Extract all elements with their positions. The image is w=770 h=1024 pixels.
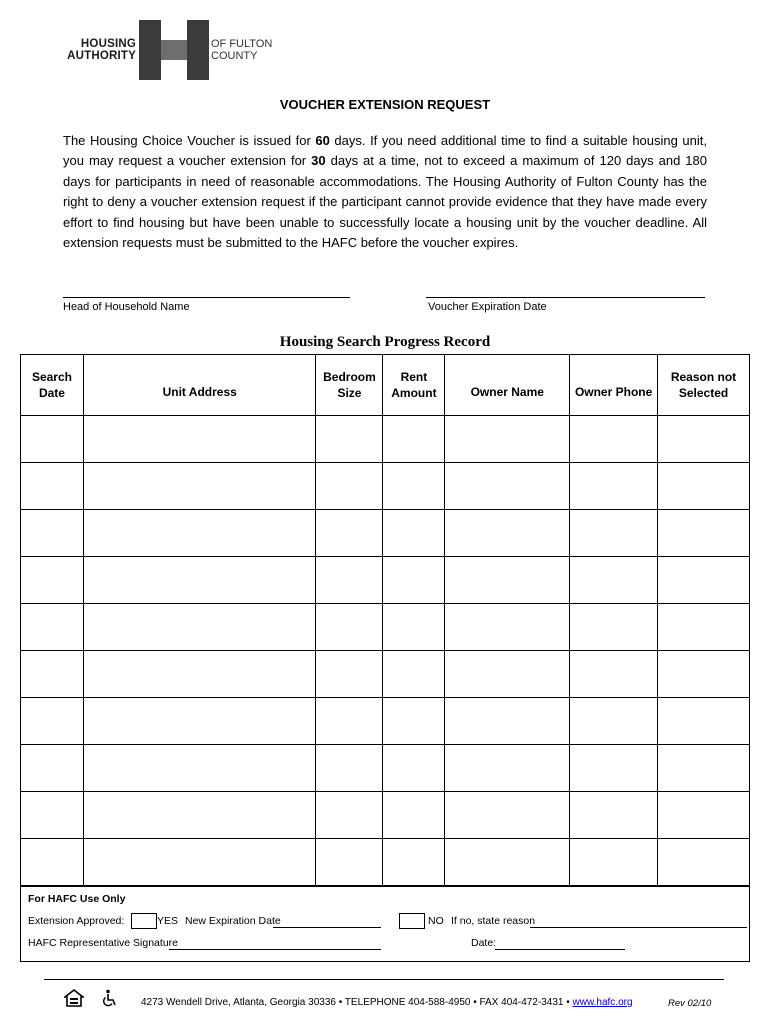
cell-rent-amount[interactable] [383,745,445,792]
cell-bedroom-size[interactable] [316,604,383,651]
cell-unit-address[interactable] [83,604,316,651]
logo-county: COUNTY [211,49,258,62]
cell-bedroom-size[interactable] [316,557,383,604]
website-link[interactable]: www.hafc.org [572,997,633,1008]
yes-checkbox[interactable] [131,913,157,929]
cell-owner-name[interactable] [445,745,570,792]
cell-search-date[interactable] [21,792,84,839]
date-label: Date: [471,937,497,949]
table-row [21,463,750,510]
cell-owner-name[interactable] [445,416,570,463]
cell-unit-address[interactable] [83,463,316,510]
extension-approved-label: Extension Approved: [28,915,125,927]
cell-unit-address[interactable] [83,651,316,698]
cell-bedroom-size[interactable] [316,651,383,698]
cell-search-date[interactable] [21,416,84,463]
cell-bedroom-size[interactable] [316,416,383,463]
new-expiration-label: New Expiration Date [185,915,281,927]
cell-owner-name[interactable] [445,698,570,745]
cell-bedroom-size[interactable] [316,698,383,745]
cell-unit-address[interactable] [83,557,316,604]
cell-owner-phone[interactable] [570,510,658,557]
hafc-use-only-box [20,886,750,962]
reason-field[interactable] [530,927,747,928]
cell-owner-phone[interactable] [570,839,658,886]
cell-search-date[interactable] [21,510,84,557]
cell-search-date[interactable] [21,604,84,651]
cell-bedroom-size[interactable] [316,792,383,839]
head-of-household-label: Head of Household Name [63,301,190,313]
cell-rent-amount[interactable] [383,839,445,886]
cell-unit-address[interactable] [83,510,316,557]
yes-label: YES [157,915,179,927]
table-row [21,557,750,604]
intro-text-3: days at a time, not to exceed a maximum of 120 days and 180 days for participants in need of reasonable accommodations. The Housing Authority of Fulton County has the right to deny a voucher extension request if the participant cannot provide evidence that they have made every effort to find housing but have been unable to successfully locate a housing unit by the voucher deadline. All extension requests must be submitted to the HAFC before the voucher expires. [63,153,707,251]
cell-rent-amount[interactable] [383,463,445,510]
no-checkbox[interactable] [399,913,425,929]
footer-address [141,997,633,1008]
cell-owner-name[interactable] [445,839,570,886]
signature-label: HAFC Representative Signature [28,937,178,949]
cell-search-date[interactable] [21,698,84,745]
cell-rent-amount[interactable] [383,698,445,745]
footer-divider [44,979,724,980]
date-field[interactable] [495,949,625,950]
logo-of-fulton: OF FULTON [211,38,273,50]
intro-days-60: 60 [315,133,330,148]
hafc-heading: For HAFC Use Only [28,893,126,905]
cell-reason[interactable] [658,604,750,651]
cell-bedroom-size[interactable] [316,510,383,557]
cell-rent-amount[interactable] [383,792,445,839]
cell-owner-phone[interactable] [570,651,658,698]
head-of-household-field[interactable] [63,297,350,298]
record-title: Housing Search Progress Record [279,334,491,350]
col-search-date: Search Date [21,355,84,416]
cell-reason[interactable] [658,510,750,557]
col-owner-phone: Owner Phone [570,355,658,416]
intro-text-2: days. If you need additional time to find a suitable housing unit, you may request a voucher extension for [63,133,708,169]
cell-reason[interactable] [658,792,750,839]
cell-unit-address[interactable] [83,698,316,745]
cell-owner-phone[interactable] [570,416,658,463]
cell-reason[interactable] [658,463,750,510]
intro-paragraph [63,131,707,253]
cell-search-date[interactable] [21,557,84,604]
revision-label: Rev 02/10 [668,998,712,1009]
cell-owner-phone[interactable] [570,698,658,745]
logo-h-mark-icon [139,20,209,80]
cell-search-date[interactable] [21,463,84,510]
cell-unit-address[interactable] [83,839,316,886]
accessibility-icon [100,989,120,1007]
cell-search-date[interactable] [21,745,84,792]
cell-owner-phone[interactable] [570,792,658,839]
footer-contact: 4273 Wendell Drive, Atlanta, Georgia 30336 • TELEPHONE 404-588-4950 • FAX 404-472-3431 • [141,997,573,1008]
cell-rent-amount[interactable] [383,510,445,557]
page-title: VOUCHER EXTENSION REQUEST [279,97,491,112]
intro-days-30: 30 [311,153,326,169]
new-expiration-field[interactable] [273,927,381,928]
cell-unit-address[interactable] [83,792,316,839]
cell-reason[interactable] [658,745,750,792]
intro-text-1: The Housing Choice Voucher is issued for [63,133,316,148]
cell-reason[interactable] [658,416,750,463]
table-row [21,698,750,745]
table-row [21,510,750,557]
cell-owner-name[interactable] [445,510,570,557]
expiration-date-label: Voucher Expiration Date [428,301,547,313]
table-body [21,416,750,886]
table-header-row [21,355,750,416]
cell-owner-name[interactable] [445,463,570,510]
logo-authority: AUTHORITY [67,50,136,62]
no-label: NO [428,915,444,927]
table-row [21,604,750,651]
cell-owner-name[interactable] [445,557,570,604]
cell-owner-name[interactable] [445,604,570,651]
logo-text-right [211,39,291,62]
table-row [21,839,750,886]
search-progress-table [20,354,750,886]
cell-search-date[interactable] [21,651,84,698]
cell-owner-phone[interactable] [570,745,658,792]
cell-owner-phone[interactable] [570,557,658,604]
cell-rent-amount[interactable] [383,557,445,604]
col-unit-address: Unit Address [83,355,316,416]
logo-text-left [66,38,136,62]
signature-field[interactable] [169,949,381,950]
table-row [21,745,750,792]
col-reason-not-selected: Reason not Selected [658,355,750,416]
if-no-reason-label: If no, state reason [451,915,536,927]
cell-unit-address[interactable] [83,416,316,463]
cell-unit-address[interactable] [83,745,316,792]
cell-owner-name[interactable] [445,792,570,839]
cell-bedroom-size[interactable] [316,839,383,886]
cell-search-date[interactable] [21,839,84,886]
hafc-logo [66,20,281,82]
cell-rent-amount[interactable] [383,651,445,698]
cell-owner-name[interactable] [445,651,570,698]
table-row [21,792,750,839]
cell-owner-phone[interactable] [570,463,658,510]
cell-rent-amount[interactable] [383,416,445,463]
cell-rent-amount[interactable] [383,604,445,651]
equal-housing-icon [64,989,84,1007]
table-row [21,416,750,463]
expiration-date-field[interactable] [426,297,705,298]
cell-bedroom-size[interactable] [316,745,383,792]
cell-reason[interactable] [658,557,750,604]
col-owner-name: Owner Name [445,355,570,416]
cell-owner-phone[interactable] [570,604,658,651]
cell-reason[interactable] [658,651,750,698]
logo-housing: HOUSING [80,38,136,50]
table-row [21,651,750,698]
cell-reason[interactable] [658,839,750,886]
cell-reason[interactable] [658,698,750,745]
cell-bedroom-size[interactable] [316,463,383,510]
col-rent-amount: Rent Amount [383,355,445,416]
col-bedroom-size: Bedroom Size [316,355,383,416]
